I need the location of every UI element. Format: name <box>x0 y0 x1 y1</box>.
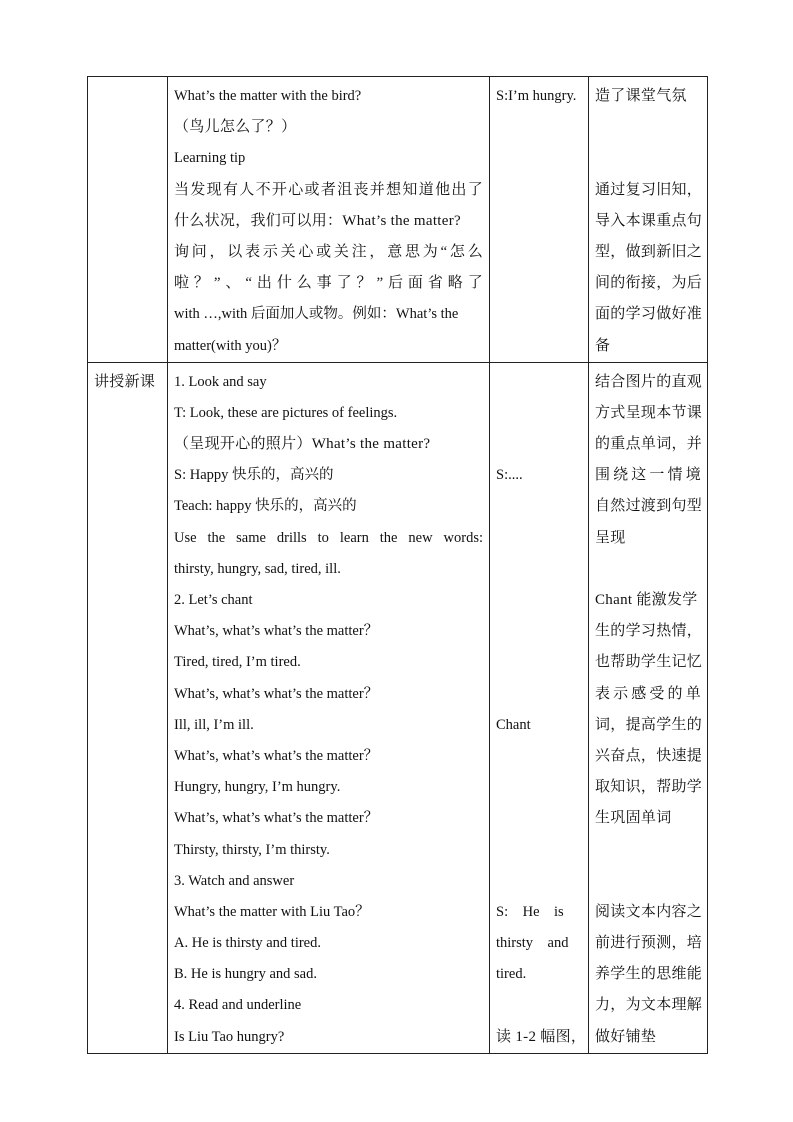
text-line: 什么状况，我们可以用：What’s the matter? <box>174 212 461 229</box>
purpose-text: 生巩固单词 <box>595 810 672 827</box>
purpose-text: 造了课堂气氛 <box>595 88 687 104</box>
option-b: B. He is hungry and sad. <box>174 966 317 983</box>
purpose-text: 型，做到新旧之 <box>595 243 703 260</box>
purpose-text: 方式呈现本节课 <box>595 404 703 421</box>
purpose-text: 取知识，帮助学 <box>595 779 703 796</box>
text-line: thirsty, hungry, sad, tired, ill. <box>174 560 341 577</box>
text-line: Use the same drills to learn the new words: <box>174 529 483 546</box>
table-row-new-lesson <box>88 362 708 1053</box>
purpose-text: 前进行预测，培 <box>595 935 703 952</box>
step-heading: 2. Let’s chant <box>174 592 253 608</box>
purpose-text: 结合图片的直观 <box>595 373 703 390</box>
text-line: with …,with 后面加人或物。例如：What’s the <box>174 306 459 323</box>
text-line: matter(with you)？ <box>174 337 287 354</box>
student-response: S: He is <box>496 903 564 920</box>
purpose-text: 间的衔接，为后 <box>595 275 703 292</box>
text-line: 啦？”、“出什么事了？”后面省略了 <box>174 275 483 292</box>
lesson-plan-table <box>87 76 708 1054</box>
chant-line: Hungry, hungry, I’m hungry. <box>174 779 341 796</box>
student-response: S:I’m hungry. <box>496 88 577 104</box>
student-cell <box>490 77 589 363</box>
text-line: （鸟儿怎么了？） <box>174 119 297 136</box>
question-line: Is Liu Tao hungry? <box>174 1028 285 1045</box>
purpose-text: 养学生的思维能 <box>595 966 703 983</box>
chant-line: What’s, what’s what’s the matter？ <box>174 747 379 764</box>
text-line: What’s the matter with the bird? <box>174 88 362 104</box>
purpose-text: 生的学习热情， <box>595 623 703 640</box>
question-line: What’s the matter with Liu Tao？ <box>174 903 370 920</box>
purpose-text: 表示感受的单 <box>595 685 701 702</box>
chant-line: Tired, tired, I’m tired. <box>174 654 301 671</box>
text-line: 询问，以表示关心或关注，意思为“怎么 <box>174 243 483 260</box>
student-response: Chant <box>496 716 531 733</box>
purpose-text: 呈现 <box>595 529 626 546</box>
student-response: tired. <box>496 966 527 983</box>
stage-label: 讲授新课 <box>94 373 156 390</box>
purpose-text: 词，提高学生的 <box>595 716 703 733</box>
stage-cell <box>88 362 168 1053</box>
purpose-text: Chant 能激发学 <box>595 592 698 608</box>
content-cell <box>168 362 490 1053</box>
chant-line: What’s, what’s what’s the matter？ <box>174 810 379 827</box>
purpose-cell <box>589 362 708 1053</box>
student-cell <box>490 362 589 1053</box>
chant-line: What’s, what’s what’s the matter？ <box>174 685 379 702</box>
chant-line: Ill, ill, I’m ill. <box>174 716 254 733</box>
text-line: 当发现有人不开心或者沮丧并想知道他出了 <box>174 181 483 198</box>
text-line: S: Happy 快乐的，高兴的 <box>174 467 334 484</box>
content-cell <box>168 77 490 363</box>
purpose-text: 做好铺垫 <box>595 1028 657 1045</box>
purpose-text: 围绕这一情境 <box>595 467 701 484</box>
purpose-text: 的重点单词，并 <box>595 436 703 453</box>
purpose-text: 导入本课重点句 <box>595 212 703 229</box>
table-row-review <box>88 77 708 363</box>
purpose-text: 阅读文本内容之 <box>595 903 703 920</box>
student-response: 读 1-2 幅图， <box>496 1028 587 1045</box>
text-line: T: Look, these are pictures of feelings. <box>174 404 398 421</box>
step-heading: 4. Read and underline <box>174 997 302 1014</box>
purpose-text: 备 <box>595 337 611 354</box>
chant-line: What’s, what’s what’s the matter？ <box>174 623 379 640</box>
step-heading: 3. Watch and answer <box>174 872 295 889</box>
purpose-text: 力，为文本理解 <box>595 997 703 1014</box>
stage-cell-empty <box>88 77 168 363</box>
purpose-text: 也帮助学生记忆 <box>595 654 703 671</box>
purpose-text: 自然过渡到句型 <box>595 498 703 515</box>
student-response: thirsty and <box>496 935 569 952</box>
purpose-text: 通过复习旧知， <box>595 181 703 198</box>
purpose-text: 面的学习做好准 <box>595 306 703 323</box>
option-a: A. He is thirsty and tired. <box>174 935 321 952</box>
text-line: Teach: happy 快乐的，高兴的 <box>174 498 357 515</box>
chant-line: Thirsty, thirsty, I’m thirsty. <box>174 841 330 858</box>
purpose-cell <box>589 77 708 363</box>
student-response: S:.... <box>496 467 523 484</box>
step-heading: 1. Look and say <box>174 373 267 390</box>
text-line: （呈现开心的照片）What’s the matter? <box>174 436 431 453</box>
learning-tip-heading: Learning tip <box>174 150 246 167</box>
purpose-text: 兴奋点，快速提 <box>595 747 703 764</box>
